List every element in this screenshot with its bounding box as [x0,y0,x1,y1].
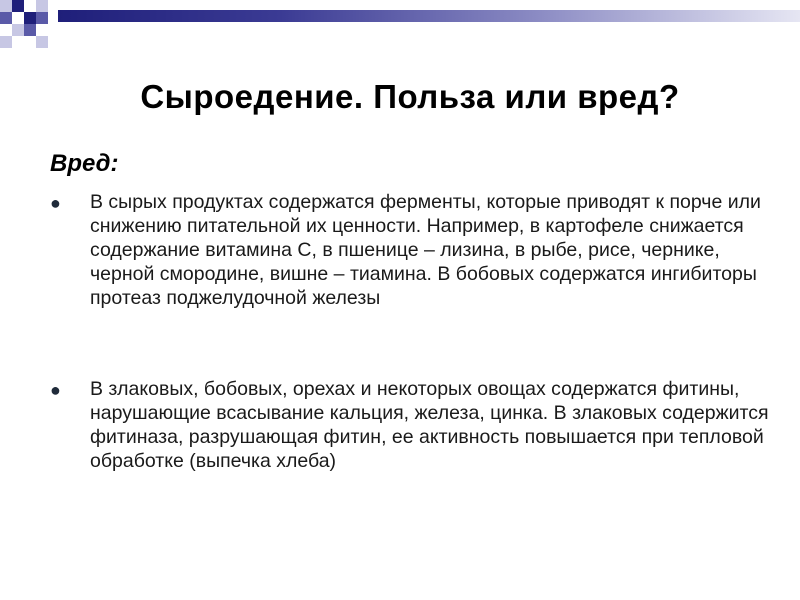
decor-square [24,12,36,24]
decor-square [12,24,24,36]
slide-title: Сыроедение. Польза или вред? [140,78,680,115]
decor-square [12,0,24,12]
header-gradient-bar [58,10,800,22]
bullet-text: В сырых продуктах содержатся ферменты, которые приводят к порче или снижению питательной их ценности. Например, в картофеле снижается содержание витамина С, в пшенице – лизина, в рыбе, рисе, чернике, черной смородине, вишне – тиамина. В бобовых содержатся ингибиторы протеаз поджелудочной железы [90,191,761,309]
decor-square [36,36,48,48]
decor-square [36,0,48,12]
section-heading: Вред: [50,150,119,177]
decor-square [36,12,48,24]
decor-square [0,36,12,48]
bullet-icon: ● [50,193,61,213]
bullet-icon: ● [50,380,61,400]
bullet-text: В злаковых, бобовых, орехах и некоторых овощах содержатся фитины, нарушающие всасывание кальция, железа, цинка. В злаковых содержится фитиназа, разрушающая фитин, ее активность повышается при тепловой обработке (выпечка хлеба) [90,378,769,472]
decor-square [0,12,12,24]
decor-square [24,24,36,36]
header-decoration [0,0,800,50]
decor-square [0,0,12,12]
